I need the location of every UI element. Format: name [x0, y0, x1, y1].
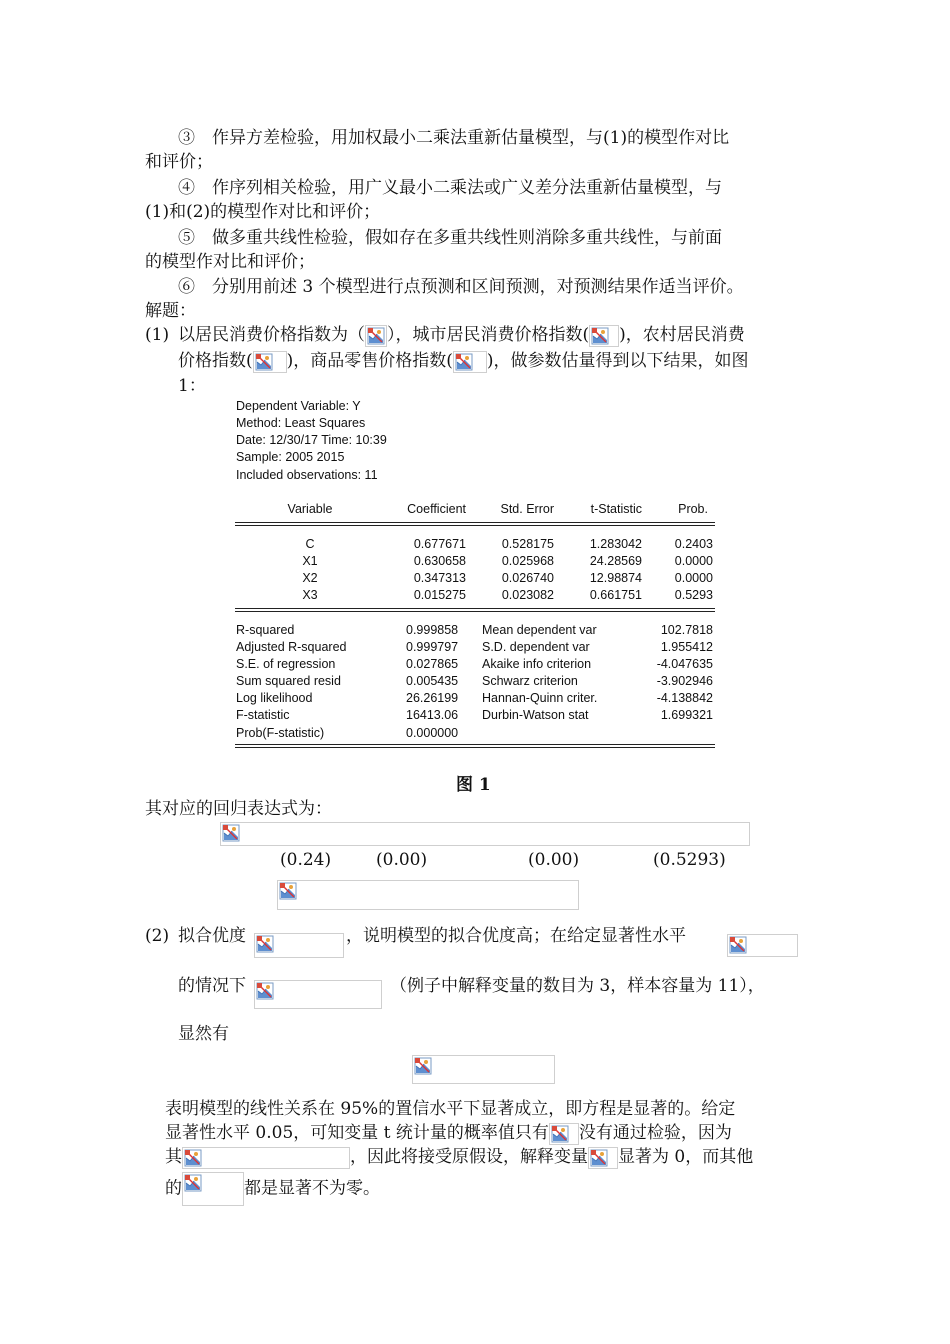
- stat-value: 0.005435: [406, 674, 459, 688]
- broken-image-icon: [253, 351, 287, 373]
- eviews-header-line: Included observations: 11: [236, 468, 378, 482]
- broken-image-icon: [184, 1149, 202, 1167]
- item-4-line-1: ④ 作序列相关检验，用广义最小二乘法或广义差分法重新估量模型，与: [178, 178, 722, 198]
- text-seg: 没有通过检验，因为: [578, 1123, 732, 1143]
- broken-image-icon: [588, 1147, 618, 1169]
- solution-1-line-3: 1：: [178, 376, 206, 396]
- broken-image-icon: [256, 935, 274, 953]
- broken-image-icon: [182, 1147, 350, 1169]
- table-cell: 0.5293: [674, 588, 713, 602]
- stat-label: Hannan-Quinn criter.: [482, 691, 598, 705]
- part-2-f3: [165, 1146, 753, 1169]
- stat-value: 1.955412: [660, 640, 713, 654]
- broken-image-icon: [727, 934, 798, 957]
- table-cell: 0.015275: [413, 588, 466, 602]
- broken-image-icon: [414, 1057, 432, 1075]
- solution-1-line-2: [178, 350, 749, 373]
- table-cell: 0.023082: [501, 588, 554, 602]
- solution-1-number: (1): [145, 325, 170, 345]
- text-seg: )，商品零售价格指数(: [286, 351, 453, 371]
- broken-image-icon: [365, 325, 387, 347]
- stat-value: 0.000000: [406, 726, 459, 740]
- table-rule: [235, 744, 715, 745]
- broken-image-icon: [220, 822, 750, 846]
- stat-label: Sum squared resid: [236, 674, 341, 688]
- p-value: (0.00): [376, 850, 428, 870]
- broken-image-icon: [589, 325, 619, 347]
- item-5-line-2: 的模型作对比和评价；: [145, 252, 315, 272]
- p-value: (0.24): [280, 850, 332, 870]
- table-cell: 0.025968: [501, 554, 554, 568]
- item-3-line-1: ③ 作异方差检验，用加权最小二乘法重新估量模型，与(1)的模型作对比: [178, 128, 730, 148]
- broken-image-icon: [222, 824, 240, 842]
- broken-image-icon: [255, 353, 273, 371]
- broken-image-icon: [591, 327, 609, 345]
- stat-label: Schwarz criterion: [482, 674, 578, 688]
- table-cell: 0.677671: [413, 537, 466, 551]
- broken-image-icon: [254, 933, 344, 958]
- table-cell: 12.98874: [589, 571, 642, 585]
- broken-image-icon: [254, 980, 382, 1009]
- p-value: (0.5293): [653, 850, 726, 870]
- text-seg: 显著性水平 0.05，可知变量 t 统计量的概率值只有: [165, 1123, 549, 1143]
- broken-image-icon: [184, 1174, 202, 1192]
- stat-label: Prob(F-statistic): [236, 726, 325, 740]
- part-2-f2: [165, 1122, 732, 1145]
- item-5-line-1: ⑤ 做多重共线性检验，假如存在多重共线性则消除多重共线性，与前面: [178, 228, 722, 248]
- stat-value: 26.26199: [406, 691, 459, 705]
- table-cell: 0.2403: [674, 537, 713, 551]
- stat-value: 102.7818: [660, 623, 713, 637]
- stat-value: 0.999797: [406, 640, 459, 654]
- table-row-variable: C: [305, 537, 315, 551]
- stat-label: Adjusted R-squared: [236, 640, 347, 654]
- stat-value: -4.138842: [656, 691, 713, 705]
- eviews-header-line: Dependent Variable: Y: [236, 399, 361, 413]
- stat-label: S.E. of regression: [236, 657, 336, 671]
- part-2-c: 的情况下: [178, 976, 246, 996]
- part-2-d: （例子中解释变量的数目为 3，样本容量为 11），: [390, 976, 765, 996]
- eviews-header-line: Sample: 2005 2015: [236, 450, 345, 464]
- text-seg: 以居民消费价格指数为（: [178, 325, 365, 345]
- text-seg: ），城市居民消费价格指数(: [387, 325, 590, 345]
- table-cell: 0.0000: [674, 554, 713, 568]
- regression-intro: 其对应的回归表达式为：: [145, 799, 332, 819]
- text-seg: )，农村居民消费: [619, 325, 745, 345]
- stat-label: Mean dependent var: [482, 623, 597, 637]
- table-cell: 0.661751: [589, 588, 642, 602]
- part-2-f4: [165, 1172, 380, 1206]
- item-6-line-1: ⑥ 分别用前述 3 个模型进行点预测和区间预测，对预测结果作适当评价。: [178, 277, 744, 297]
- broken-image-icon: [277, 880, 579, 910]
- table-rule: [235, 611, 715, 612]
- solution-1-line-1: [178, 324, 745, 347]
- text-seg: 价格指数(: [178, 351, 253, 371]
- table-row-variable: X1: [302, 554, 318, 568]
- column-header: Variable: [287, 502, 333, 516]
- text-seg: ，因此将接受原假设，解释变量: [350, 1147, 588, 1167]
- broken-image-icon: [590, 1149, 608, 1167]
- solution-label: 解题：: [145, 301, 196, 321]
- column-header: t-Statistic: [590, 502, 642, 516]
- stat-label: S.D. dependent var: [482, 640, 590, 654]
- broken-image-icon: [256, 982, 274, 1000]
- column-header: Std. Error: [500, 502, 554, 516]
- column-header: Coefficient: [407, 502, 466, 516]
- part-2-a: 拟合优度: [178, 926, 246, 946]
- table-rule: [235, 747, 715, 748]
- table-cell: 0.528175: [501, 537, 554, 551]
- text-seg: 都是显著不为零。: [244, 1178, 380, 1199]
- table-rule: [235, 525, 715, 526]
- part-2-f1: 表明模型的线性关系在 95%的置信水平下显著成立，即方程是显著的。给定: [165, 1099, 736, 1119]
- item-3-line-2: 和评价；: [145, 152, 213, 172]
- text-seg: 显著为 0，而其他: [618, 1147, 754, 1167]
- table-row-variable: X2: [302, 571, 318, 585]
- text-seg: 的: [165, 1178, 182, 1199]
- part-2-number: (2): [145, 926, 170, 946]
- stat-value: 1.699321: [660, 708, 713, 722]
- broken-image-icon: [453, 351, 487, 373]
- broken-image-icon: [455, 353, 473, 371]
- stat-value: 0.027865: [406, 657, 459, 671]
- table-cell: 0.347313: [413, 571, 466, 585]
- text-seg: )，做参数估量得到以下结果，如图: [486, 351, 749, 371]
- column-header: Prob.: [678, 502, 708, 516]
- table-cell: 24.28569: [589, 554, 642, 568]
- part-2-e: 显然有: [178, 1024, 229, 1044]
- stat-value: 0.999858: [406, 623, 459, 637]
- table-rule: [235, 608, 715, 609]
- table-row-variable: X3: [302, 588, 318, 602]
- stat-label: F-statistic: [236, 708, 290, 722]
- stat-value: 16413.06: [406, 708, 459, 722]
- table-cell: 0.026740: [501, 571, 554, 585]
- stat-label: R-squared: [236, 623, 295, 637]
- stat-label: Akaike info criterion: [482, 657, 592, 671]
- eviews-header-line: Date: 12/30/17 Time: 10:39: [236, 433, 387, 447]
- stat-value: -3.902946: [656, 674, 713, 688]
- broken-image-icon: [549, 1123, 579, 1145]
- broken-image-icon: [729, 936, 747, 954]
- p-value: (0.00): [528, 850, 580, 870]
- table-rule: [235, 522, 715, 523]
- table-cell: 0.630658: [413, 554, 466, 568]
- broken-image-icon: [551, 1125, 569, 1143]
- item-4-line-2: (1)和(2)的模型作对比和评价；: [145, 202, 381, 222]
- stat-label: Log likelihood: [236, 691, 313, 705]
- figure-caption: 图 1: [456, 775, 491, 795]
- table-cell: 0.0000: [674, 571, 713, 585]
- part-2-b: ，说明模型的拟合优度高；在给定显著性水平: [346, 926, 686, 946]
- eviews-header-line: Method: Least Squares: [236, 416, 366, 430]
- stat-label: Durbin-Watson stat: [482, 708, 589, 722]
- stat-value: -4.047635: [656, 657, 713, 671]
- broken-image-icon: [279, 882, 297, 900]
- broken-image-icon: [412, 1055, 555, 1084]
- broken-image-icon: [367, 327, 385, 345]
- table-cell: 1.283042: [589, 537, 642, 551]
- broken-image-icon: [182, 1172, 244, 1206]
- text-seg: 其: [165, 1147, 182, 1167]
